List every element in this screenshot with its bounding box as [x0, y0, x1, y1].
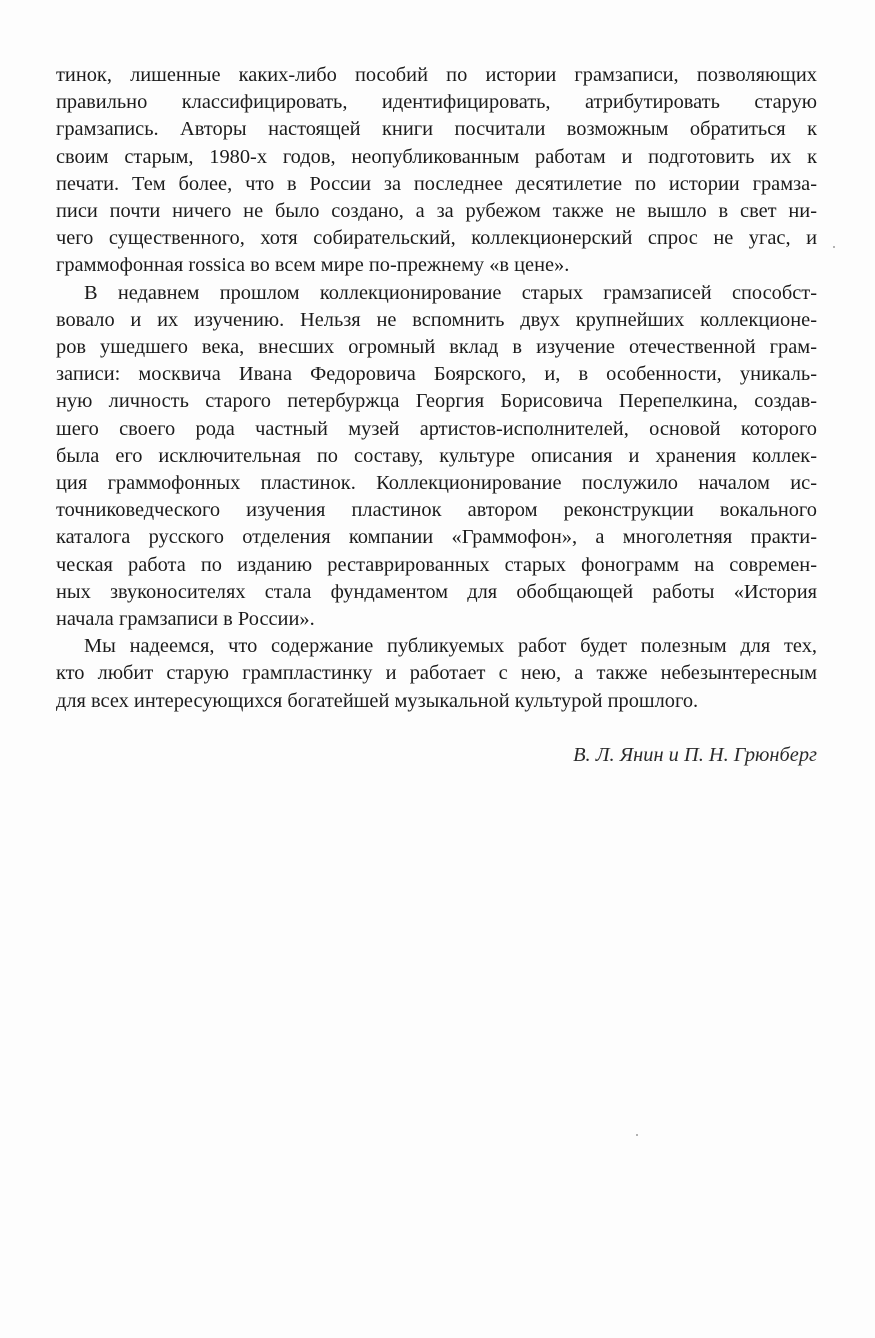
body-text	[56, 62, 817, 715]
text-line: печати. Тем более, что в России за последнее десятилетие по истории грамза-	[56, 172, 817, 195]
text-line: для всех интересующихся богатейшей музыкальной культурой прошлого.	[56, 689, 699, 712]
text-line: вовало и их изучению. Нельзя не вспомнить двух крупнейших коллекционе-	[56, 308, 817, 331]
text-line: тинок, лишенные каких-либо пособий по истории грамзаписи, позволяющих	[56, 64, 817, 86]
text-line: каталога русского отделения компании «Граммофон», а многолетняя практи-	[56, 526, 817, 549]
text-line: была его исключительная по составу, культуре описания и хранения коллек-	[56, 444, 817, 467]
author-signature: В. Л. Янин и П. Н. Грюнберг	[573, 744, 817, 766]
paragraph-2	[56, 280, 817, 634]
text-line: ров ушедшего века, внесших огромный вклад в изучение отечественной грам-	[56, 336, 817, 359]
text-line: чего существенного, хотя собирательский, коллекционерский спрос не угас, и	[56, 227, 817, 250]
paragraph-3	[56, 633, 817, 715]
text-line: ческая работа по изданию реставрированных старых фонограмм на современ-	[56, 553, 817, 576]
text-line: шего своего рода частный музей артистов-исполнителей, основой которого	[56, 417, 817, 440]
text-line: ция граммофонных пластинок. Коллекционирование послужило началом ис-	[56, 472, 817, 495]
paragraph-1	[56, 62, 817, 280]
text-line: грамзапись. Авторы настоящей книги посчитали возможным обратиться к	[56, 118, 817, 141]
text-line: ных звуконосителях стала фундаментом для обобщающей работы «История	[56, 580, 817, 603]
text-line: В недавнем прошлом коллекционирование старых грамзаписей способст-	[84, 281, 817, 304]
scan-speck	[636, 1134, 638, 1136]
text-line: граммофонная rossica во всем мире по-прежнему «в цене».	[56, 254, 570, 277]
text-line: точниковедческого изучения пластинок автором реконструкции вокального	[56, 499, 817, 522]
text-line: правильно классифицировать, идентифицировать, атрибутировать старую	[56, 91, 817, 114]
text-line: Мы надеемся, что содержание публикуемых работ будет полезным для тех,	[84, 635, 817, 658]
text-line: записи: москвича Ивана Федоровича Боярского, и, в особенности, уникаль-	[56, 363, 817, 386]
scan-speck	[833, 246, 835, 248]
text-line: ную личность старого петербуржца Георгия Борисовича Перепелкина, создав-	[56, 390, 817, 413]
text-line: писи почти ничего не было создано, а за рубежом также не вышло в свет ни-	[56, 200, 817, 223]
text-line: кто любит старую грампластинку и работает с нею, а также небезынтересным	[56, 662, 817, 685]
text-line: своим старым, 1980-х годов, неопубликованным работам и подготовить их к	[56, 145, 817, 168]
text-line: начала грамзаписи в России».	[56, 608, 315, 631]
